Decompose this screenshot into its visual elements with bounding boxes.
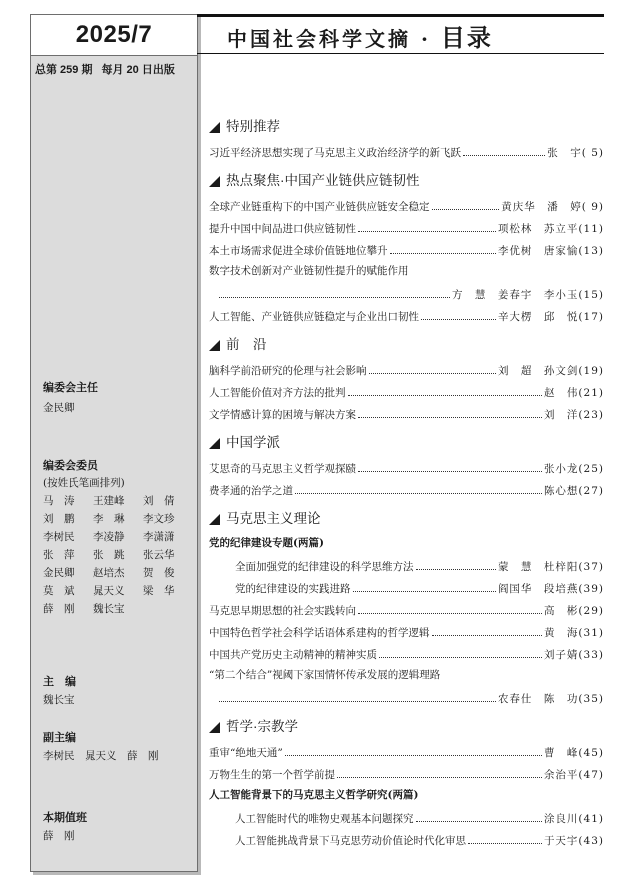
dot-leader bbox=[358, 456, 542, 472]
entry-title[interactable]: 中国共产党历史主动精神的精神实质 bbox=[209, 649, 377, 661]
member-name: 王建峰 bbox=[93, 495, 125, 507]
section-title: 中国学派 bbox=[226, 435, 280, 450]
member-name: 晁天义 bbox=[93, 585, 125, 597]
member-name: 张 萍 bbox=[43, 549, 75, 561]
entry-title[interactable]: 费孝通的治学之道 bbox=[209, 485, 293, 497]
toc-entry[interactable] bbox=[209, 642, 604, 664]
entry-author-page: 项松林 苏立平(11) bbox=[497, 223, 604, 235]
contents-label: 目录 bbox=[440, 22, 493, 52]
toc-entry[interactable] bbox=[209, 304, 604, 326]
journal-title: 中国社会科学文摘 bbox=[227, 26, 411, 51]
toc-entry[interactable] bbox=[209, 140, 604, 162]
dot-leader bbox=[295, 478, 542, 494]
toc-entry[interactable] bbox=[209, 828, 604, 850]
duty-name: 薛 刚 bbox=[43, 830, 75, 842]
toc-entry[interactable] bbox=[209, 478, 604, 500]
member-name: 李 琳 bbox=[93, 513, 125, 525]
entry-title[interactable]: 文学情感计算的困境与解决方案 bbox=[209, 409, 356, 421]
entry-title[interactable]: 马克思早期思想的社会实践转向 bbox=[209, 605, 356, 617]
group-heading: 人工智能背景下的马克思主义哲学研究(两篇) bbox=[209, 789, 419, 801]
editor-name: 魏长宝 bbox=[43, 694, 75, 706]
entry-author-page: 刘 超 孙文剑(19) bbox=[497, 365, 604, 377]
toc-entry[interactable] bbox=[209, 456, 604, 478]
entry-author-page: 刘 洋(23) bbox=[543, 409, 604, 421]
dot-leader bbox=[468, 828, 542, 844]
toc-entry[interactable] bbox=[209, 740, 604, 762]
section-title: 特别推荐 bbox=[226, 119, 280, 134]
dot-leader bbox=[337, 762, 542, 778]
member-name: 李树民 bbox=[43, 531, 75, 543]
member-name: 梁 华 bbox=[143, 585, 175, 597]
toc-entry[interactable] bbox=[209, 620, 604, 642]
page-header bbox=[197, 14, 604, 54]
member-name: 莫 斌 bbox=[43, 585, 75, 597]
title-separator: · bbox=[420, 26, 431, 51]
dot-leader bbox=[219, 282, 450, 298]
section-heading bbox=[209, 168, 604, 194]
toc-entry[interactable] bbox=[209, 260, 604, 282]
toc-entry[interactable] bbox=[209, 762, 604, 784]
table-of-contents bbox=[209, 114, 604, 850]
entry-title[interactable]: “第二个结合”视阈下家国情怀传承发展的逻辑理路 bbox=[209, 669, 441, 681]
section-title: 前 沿 bbox=[226, 337, 267, 352]
entry-author-page: 赵 伟(21) bbox=[543, 387, 604, 399]
triangle-bullet-icon bbox=[209, 340, 220, 351]
entry-title[interactable]: 人工智能时代的唯物史观基本问题探究 bbox=[235, 813, 414, 825]
members-list bbox=[43, 495, 193, 616]
triangle-bullet-icon bbox=[209, 514, 220, 525]
member-name: 赵培杰 bbox=[93, 567, 125, 579]
dot-leader bbox=[358, 598, 542, 614]
page-title bbox=[227, 18, 493, 53]
member-name: 李潇潇 bbox=[143, 531, 175, 543]
entry-author-page: 张 宇( 5) bbox=[547, 147, 604, 159]
toc-entry[interactable] bbox=[209, 554, 604, 576]
member-name: 李凌静 bbox=[93, 531, 125, 543]
entry-author-page: 黄庆华 潘 婷( 9) bbox=[501, 201, 604, 213]
member-name: 张 跳 bbox=[93, 549, 125, 561]
entry-author-page: 黄 海(31) bbox=[543, 627, 604, 639]
toc-entry[interactable] bbox=[209, 806, 604, 828]
toc-entry[interactable] bbox=[209, 358, 604, 380]
dot-leader bbox=[463, 140, 545, 156]
entry-title[interactable]: 万物生生的第一个哲学前提 bbox=[209, 769, 335, 781]
entry-author-page: 农春仕 陈 功(35) bbox=[497, 693, 604, 705]
toc-entry[interactable] bbox=[209, 216, 604, 238]
section-title: 马克思主义理论 bbox=[226, 511, 321, 526]
entry-author-page: 方 慧 姜春宇 李小玉(15) bbox=[451, 289, 604, 301]
triangle-bullet-icon bbox=[209, 122, 220, 133]
member-name: 李文珍 bbox=[143, 513, 175, 525]
issue-info bbox=[35, 61, 197, 77]
entry-title[interactable]: 人工智能价值对齐方法的批判 bbox=[209, 387, 346, 399]
entry-title[interactable]: 中国特色哲学社会科学话语体系建构的哲学逻辑 bbox=[209, 627, 430, 639]
section-heading bbox=[209, 114, 604, 140]
toc-entry[interactable] bbox=[209, 664, 604, 686]
member-name: 金民卿 bbox=[43, 567, 75, 579]
member-name: 马 涛 bbox=[43, 495, 75, 507]
dot-leader bbox=[379, 642, 542, 658]
toc-entry[interactable] bbox=[209, 194, 604, 216]
dot-leader bbox=[432, 194, 500, 210]
dot-leader bbox=[390, 238, 496, 254]
entry-author-page: 刘子婧(33) bbox=[543, 649, 604, 661]
issue-schedule: 每月 20 日出版 bbox=[101, 64, 175, 76]
triangle-bullet-icon bbox=[209, 438, 220, 449]
entry-author-page: 曹 峰(45) bbox=[543, 747, 604, 759]
dot-leader bbox=[358, 216, 496, 232]
entry-author-page: 蒙 慧 杜梓阳(37) bbox=[497, 561, 604, 573]
entry-title[interactable]: 习近平经济思想实现了马克思主义政治经济学的新飞跃 bbox=[209, 147, 461, 159]
member-name: 魏长宝 bbox=[93, 603, 125, 615]
dot-leader bbox=[369, 358, 496, 374]
section-heading bbox=[209, 714, 604, 740]
entry-title[interactable]: 重审“绝地天通” bbox=[209, 747, 283, 759]
entry-title[interactable]: 脑科学前沿研究的伦理与社会影响 bbox=[209, 365, 367, 377]
triangle-bullet-icon bbox=[209, 722, 220, 733]
triangle-bullet-icon bbox=[209, 176, 220, 187]
entry-title[interactable]: 人工智能挑战背景下马克思劳动价值论时代化审思 bbox=[235, 835, 466, 847]
issue-number: 2025/7 bbox=[31, 15, 197, 56]
section-title: 热点聚焦·中国产业链供应链韧性 bbox=[226, 173, 420, 188]
dot-leader bbox=[353, 576, 496, 592]
toc-entry[interactable] bbox=[209, 380, 604, 402]
entry-title[interactable]: 全球产业链重构下的中国产业链供应链安全稳定 bbox=[209, 201, 430, 213]
group-heading: 党的纪律建设专题(两篇) bbox=[209, 537, 324, 549]
dot-leader bbox=[358, 402, 542, 418]
entry-author-page: 于天宇(43) bbox=[543, 835, 604, 847]
entry-author-page: 阎国华 段培燕(39) bbox=[497, 583, 604, 595]
toc-entry[interactable] bbox=[209, 576, 604, 598]
section-heading bbox=[209, 506, 604, 532]
entry-author-page: 余治平(47) bbox=[543, 769, 604, 781]
chief-label: 编委会主任 bbox=[43, 382, 98, 394]
entry-author-page: 辛大楞 邱 悦(17) bbox=[497, 311, 604, 323]
section-heading bbox=[209, 430, 604, 456]
member-name: 贺 俊 bbox=[143, 567, 175, 579]
members-label: 编委会委员 bbox=[43, 460, 98, 472]
section-title: 哲学·宗教学 bbox=[226, 719, 298, 734]
deputy-names: 李树民 晁天义 薛 刚 bbox=[43, 750, 159, 762]
toc-entry[interactable] bbox=[209, 686, 604, 708]
dot-leader bbox=[421, 304, 496, 320]
toc-entry[interactable] bbox=[209, 238, 604, 260]
dot-leader bbox=[416, 554, 496, 570]
editor-label: 主 编 bbox=[43, 676, 76, 688]
members-note: (按姓氏笔画排列) bbox=[43, 477, 125, 489]
duty-label: 本期值班 bbox=[43, 812, 87, 824]
dot-leader bbox=[432, 620, 542, 636]
entry-title[interactable]: 全面加强党的纪律建设的科学思维方法 bbox=[235, 561, 414, 573]
toc-entry[interactable] bbox=[209, 402, 604, 424]
sidebar-panel bbox=[30, 14, 198, 872]
section-heading bbox=[209, 332, 604, 358]
entry-title[interactable]: 人工智能、产业链供应链稳定与企业出口韧性 bbox=[209, 311, 419, 323]
toc-entry[interactable] bbox=[209, 282, 604, 304]
member-name: 张云华 bbox=[143, 549, 175, 561]
deputy-label: 副主编 bbox=[43, 732, 76, 744]
entry-title[interactable]: 党的纪律建设的实践进路 bbox=[235, 583, 351, 595]
entry-author-page: 涂良川(41) bbox=[543, 813, 604, 825]
member-name: 刘 倩 bbox=[143, 495, 175, 507]
entry-title[interactable]: 艾思奇的马克思主义哲学观探赜 bbox=[209, 463, 356, 475]
dot-leader bbox=[285, 740, 542, 756]
entry-author-page: 高 彬(29) bbox=[543, 605, 604, 617]
entry-title[interactable]: 本土市场需求促进全球价值链地位攀升 bbox=[209, 245, 388, 257]
dot-leader bbox=[416, 806, 542, 822]
member-name: 刘 鹏 bbox=[43, 513, 75, 525]
member-name: 薛 刚 bbox=[43, 603, 75, 615]
toc-entry[interactable] bbox=[209, 598, 604, 620]
entry-title[interactable]: 提升中国中间品进口供应链韧性 bbox=[209, 223, 356, 235]
issue-total: 总第 259 期 bbox=[35, 64, 93, 76]
entry-title[interactable]: 数字技术创新对产业链韧性提升的赋能作用 bbox=[209, 265, 409, 277]
dot-leader bbox=[348, 380, 542, 396]
entry-author-page: 张小龙(25) bbox=[543, 463, 604, 475]
dot-leader bbox=[219, 686, 496, 702]
chief-name: 金民卿 bbox=[43, 402, 75, 414]
entry-author-page: 李优树 唐家愉(13) bbox=[497, 245, 604, 257]
entry-author-page: 陈心想(27) bbox=[543, 485, 604, 497]
